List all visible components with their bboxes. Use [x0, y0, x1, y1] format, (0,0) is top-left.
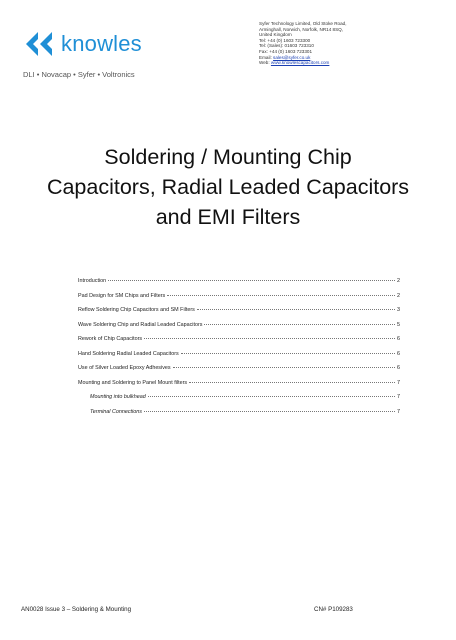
- toc-leader-dots: [148, 396, 395, 397]
- toc-leader-dots: [197, 309, 395, 310]
- document-title: [30, 142, 426, 232]
- toc-entry-page: 3: [397, 307, 400, 313]
- footer-document-id: AN0028 Issue 3 – Soldering & Mounting: [21, 606, 132, 613]
- logo-wordmark: knowles: [61, 31, 142, 56]
- title-line: and EMI Filters: [155, 205, 301, 229]
- footer-cn-number: CN# P109283: [314, 606, 353, 613]
- toc-entry-page: 5: [397, 321, 400, 328]
- toc-entry-page: 2: [397, 278, 400, 284]
- email-label: Email:: [259, 54, 274, 60]
- fax-line: Fax: +44 (0) 1603 723301: [259, 48, 312, 54]
- toc-entry-label: Terminal Connections: [90, 408, 142, 415]
- toc-entry[interactable]: [78, 365, 400, 380]
- phone-line: Tel: +44 (0) 1603 723300: [259, 37, 311, 43]
- toc-leader-dots: [144, 411, 395, 412]
- address-line: United Kingdom: [259, 32, 292, 38]
- toc-entry-label: Use of Silver Loaded Epoxy Adhesives: [78, 365, 171, 371]
- table-of-contents: [78, 278, 400, 423]
- toc-entry-label: Rework of Chip Capacitors: [78, 336, 143, 342]
- toc-entry-label: Introduction: [78, 278, 107, 284]
- title-line: Capacitors, Radial Leaded Capacitors: [46, 175, 410, 199]
- address-line: Arminghall, Norwich, Norfolk, NR14 8SQ,: [259, 26, 343, 32]
- toc-entry[interactable]: [78, 380, 400, 395]
- toc-entry-page: 6: [397, 336, 400, 342]
- toc-entry-label: Mounting and Soldering to Panel Mount filters: [78, 379, 188, 386]
- email-link[interactable]: sales@syfer.co.uk: [273, 54, 311, 60]
- toc-entry-label: Wave Soldering Chip and Radial Leaded Capacitors: [78, 321, 203, 328]
- toc-entry[interactable]: [78, 336, 400, 351]
- toc-entry-page: 7: [397, 408, 400, 415]
- toc-leader-dots: [144, 338, 395, 339]
- toc-entry[interactable]: [78, 394, 400, 409]
- toc-entry-label: Hand Soldering Radial Leaded Capacitors: [78, 350, 179, 357]
- company-address: [259, 21, 439, 66]
- toc-entry-label: Pad Design for SM Chips and Filters: [78, 292, 166, 299]
- toc-leader-dots: [204, 324, 395, 325]
- toc-entry-page: 6: [397, 365, 400, 371]
- toc-entry-page: 6: [397, 350, 400, 357]
- toc-entry-page: 2: [397, 292, 400, 299]
- title-line: Soldering / Mounting Chip: [104, 145, 352, 169]
- toc-entry[interactable]: [78, 322, 400, 337]
- web-link[interactable]: www.knowlescapacitors.com: [270, 60, 330, 66]
- toc-entry[interactable]: [78, 307, 400, 322]
- web-label: Web:: [259, 60, 271, 66]
- toc-leader-dots: [167, 295, 395, 296]
- toc-leader-dots: [189, 382, 395, 383]
- sales-phone-line: Tel: (Sales): 01603 723310: [259, 43, 314, 49]
- toc-entry-label: Reflow Soldering Chip Capacitors and SM Filters: [78, 307, 195, 313]
- web-line: [259, 60, 439, 66]
- toc-entry-label: Mounting into bulkhead: [90, 394, 146, 400]
- brand-list: DLI • Novacap • Syfer • Voltronics: [23, 70, 135, 79]
- toc-entry[interactable]: [78, 293, 400, 308]
- knowles-logo-icon: [22, 30, 58, 58]
- toc-entry[interactable]: [78, 278, 400, 293]
- toc-leader-dots: [173, 367, 395, 368]
- toc-entry[interactable]: [78, 351, 400, 366]
- toc-entry-page: 7: [397, 394, 400, 400]
- address-line: Syfer Technology Limited, Old Stoke Road,: [259, 21, 347, 26]
- toc-entry-page: 7: [397, 379, 400, 386]
- toc-entry[interactable]: [78, 409, 400, 424]
- toc-leader-dots: [181, 353, 395, 354]
- knowles-logo: [22, 30, 172, 58]
- toc-leader-dots: [108, 280, 395, 281]
